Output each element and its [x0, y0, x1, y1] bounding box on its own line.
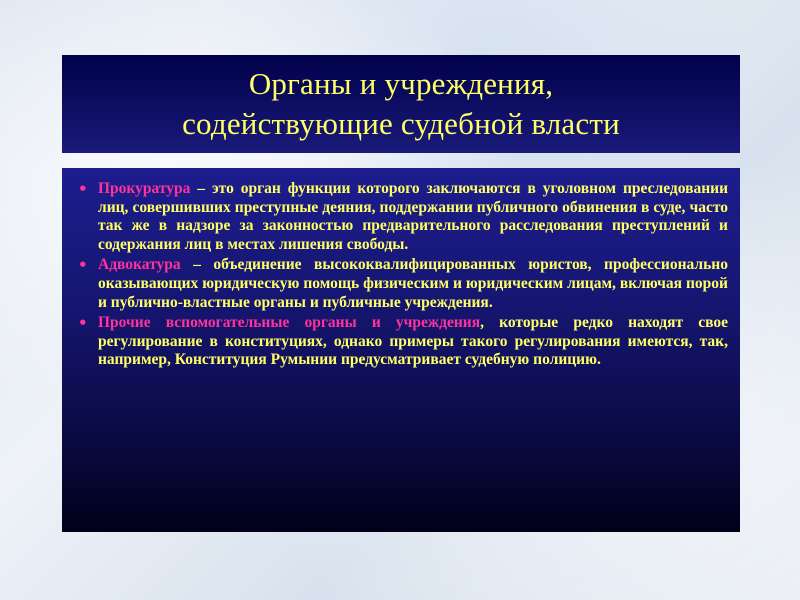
bullet-dot-icon: •	[78, 180, 88, 198]
bullet-term: Прочие вспомогательные органы и учреждения	[98, 314, 481, 332]
content-panel	[62, 168, 740, 532]
bullet-dot-icon: •	[78, 314, 88, 333]
slide-title	[62, 55, 740, 153]
bullet-term: Прокуратура	[98, 180, 191, 197]
bullet-item-other-bodies	[78, 314, 728, 370]
bullet-dot-icon: •	[78, 256, 88, 275]
title-line-1: Органы и учреждения,	[248, 66, 554, 101]
bullet-item-advocacy	[78, 256, 728, 312]
bullet-text: , которые редко находят свое регулирование в конституциях, однако примеры такого регулирования имеются, так, например, Конституция Румынии предусматривает судебную полицию.	[98, 314, 729, 369]
title-line-2: содействующие судебной власти	[182, 106, 620, 141]
bullet-item-prosecution	[78, 180, 728, 254]
bullet-text: – объединение высококвалифицированных юристов, профессионально оказывающих юридическую помощь физическим и юридическим лицам, включая порой и публично-властные органы и публичные учреждения.	[98, 256, 728, 311]
bullet-text: – это орган функции которого заключаются в уголовном преследовании лиц, совершивших преступные деяния, поддержании публичного обвинения в суде, часто так же в надзоре за законностью предварительного расследования преступлений и содержания лиц в местах лишения свободы.	[98, 180, 728, 253]
bullet-list	[78, 180, 728, 370]
bullet-term: Адвокатура	[98, 256, 181, 274]
